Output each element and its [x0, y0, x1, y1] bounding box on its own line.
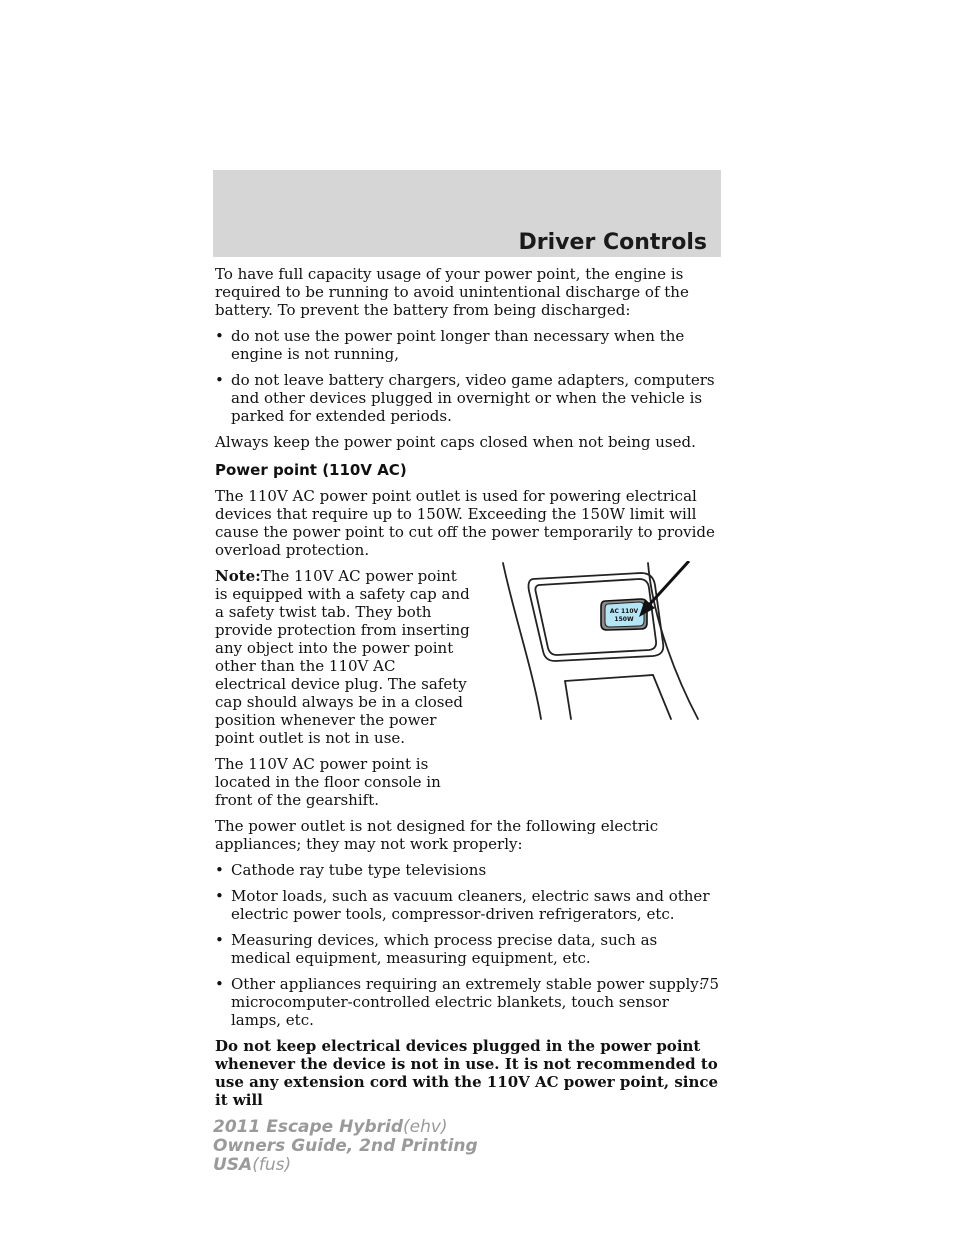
section-title: Driver Controls: [518, 230, 707, 255]
note-label: Note:: [215, 567, 261, 585]
subheading: Power point (110V AC): [215, 461, 407, 479]
pointer-arrow-icon: [639, 561, 689, 617]
always-keep-paragraph: Always keep the power point caps closed when not being used.: [215, 433, 696, 451]
header-band: [213, 170, 721, 257]
outlet-paragraph: The 110V AC power point outlet is used for powering electrical devices that require up to 150W. Exceeding the 150W limit will cause the power point to cut off the power temporarily to provide overload protection.: [215, 487, 715, 559]
note-text: The 110V AC power point is equipped with a safety cap and a safety twist tab. They both provide protection from inserting any object into the power point other than the 110V AC electrical device plug. The safety cap should always be in a closed position whenever the power point outlet is not in use.: [215, 567, 470, 747]
footer-line-3: USA(fus): [213, 1155, 292, 1175]
footer-line-2: Owners Guide, 2nd Printing: [213, 1136, 478, 1156]
list-item: • Cathode ray tube type televisions: [215, 861, 487, 879]
bullet-icon: •: [215, 931, 224, 949]
location-paragraph: The 110V AC power point is located in the floor console in front of the gearshift.: [215, 755, 441, 809]
page-number: 75: [700, 975, 720, 993]
bullet-icon: •: [215, 327, 224, 345]
not-designed-paragraph: The power outlet is not designed for the following electric appliances; they may not work properly:: [215, 817, 659, 853]
outlet-label-wattage: 150W: [614, 616, 634, 623]
list-item: • do not leave battery chargers, video game adapters, computers and other devices plugged in overnight or when the vehicle is parked for extended periods.: [215, 371, 715, 425]
note-paragraph: [215, 567, 470, 747]
outlet-label-voltage: AC 110V: [609, 608, 639, 615]
bullet-icon: •: [215, 861, 224, 879]
list-item: • Measuring devices, which process precise data, such as medical equipment, measuring equipment, etc.: [215, 931, 658, 967]
list-item: • do not use the power point longer than necessary when the engine is not running,: [215, 327, 685, 363]
page-content: [215, 265, 721, 1117]
list-item: • Other appliances requiring an extremely stable power supply: microcomputer-controlled electric blankets, touch sensor lamps, etc.: [215, 975, 704, 1029]
list-item: • Motor loads, such as vacuum cleaners, electric saws and other electric power tools, compressor-driven refrigerators, etc.: [215, 887, 710, 923]
bullet-icon: •: [215, 975, 224, 993]
footer-line-1: 2011 Escape Hybrid(ehv): [213, 1117, 448, 1137]
bullet-icon: •: [215, 371, 224, 389]
note-block: [215, 567, 721, 809]
power-point-figure: [493, 561, 703, 721]
footer: [213, 1118, 478, 1175]
intro-paragraph: To have full capacity usage of your power point, the engine is required to be running to avoid unintentional discharge of the battery. To prevent the battery from being discharged:: [215, 265, 689, 319]
bullet-icon: •: [215, 887, 224, 905]
warning-paragraph: Do not keep electrical devices plugged in the power point whenever the device is not in use. It is not recommended to use any extension cord with the 110V AC power point, since it will: [215, 1037, 719, 1109]
